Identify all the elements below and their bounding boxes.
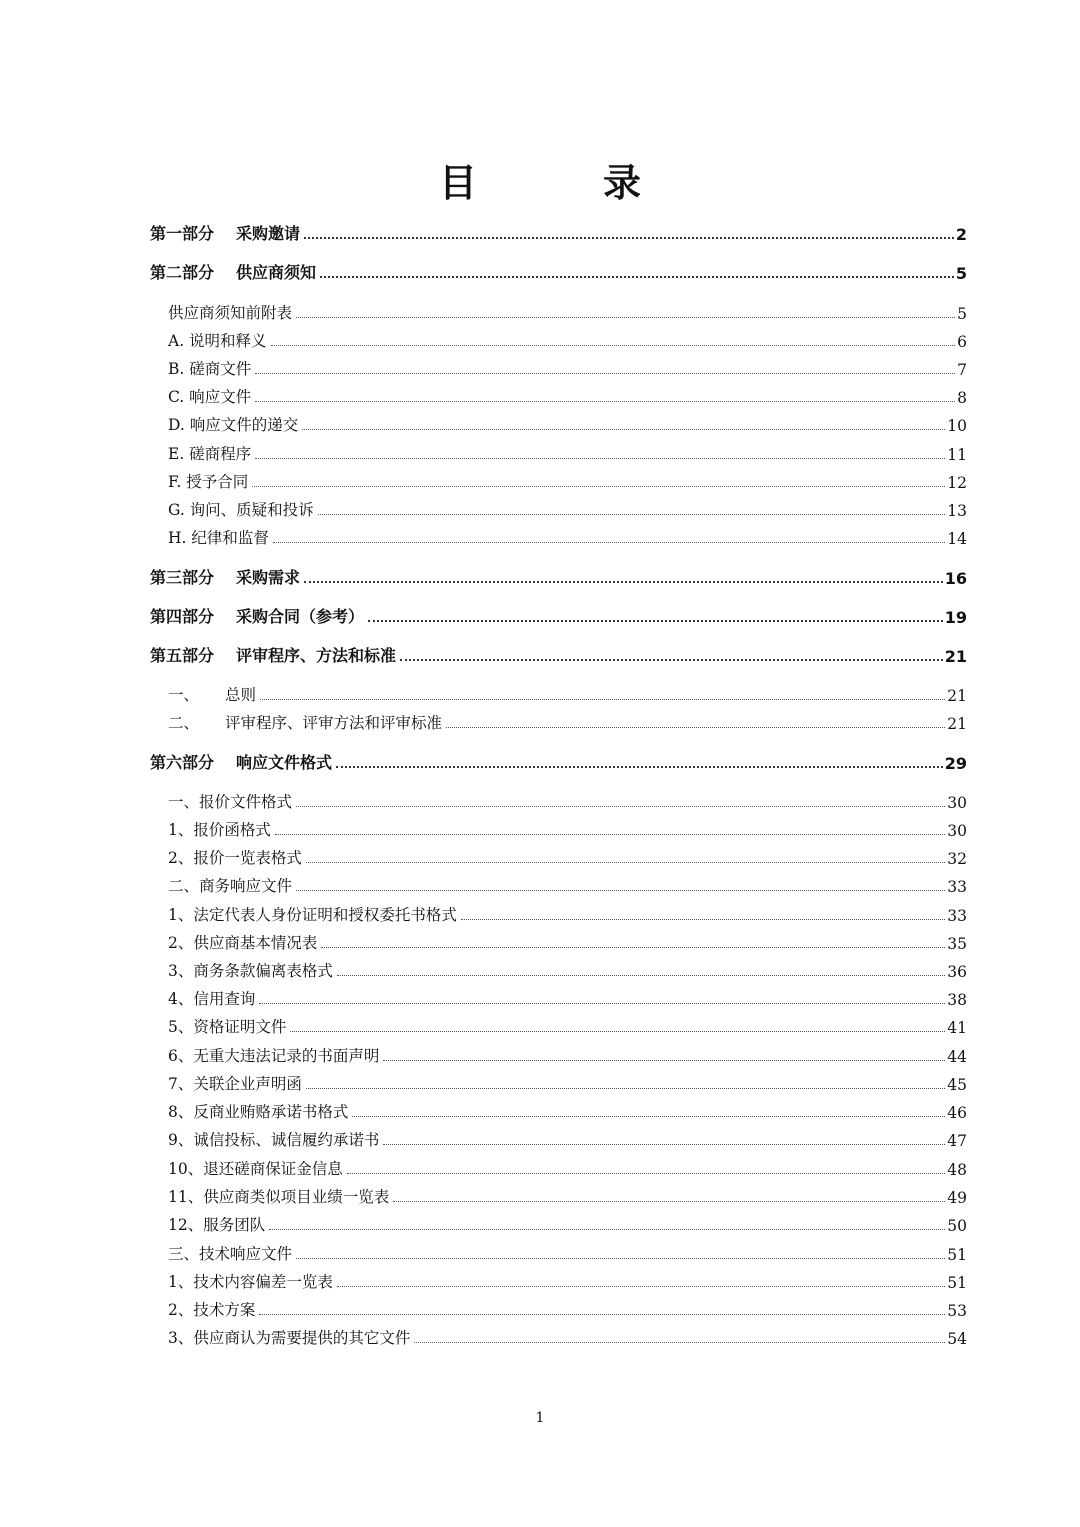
toc-entry-number: 第六部分 — [150, 753, 215, 772]
toc-page-number: 45 — [947, 1076, 967, 1094]
toc-section-entry[interactable] — [168, 1013, 967, 1037]
toc-section-entry[interactable] — [168, 1296, 967, 1320]
toc-page-number: 19 — [944, 608, 967, 627]
toc-page-number: 50 — [947, 1217, 967, 1235]
toc-section-entry[interactable] — [168, 1126, 967, 1150]
toc-section-entry[interactable] — [168, 929, 967, 953]
toc-entry-label: 2、供应商基本情况表 — [168, 934, 318, 952]
toc-entry-label: 二、商务响应文件 — [168, 877, 293, 895]
toc-leader-dots — [393, 1201, 945, 1202]
toc-page-number: 48 — [947, 1161, 967, 1179]
toc-entry-label: H. 纪律和监督 — [168, 529, 269, 547]
toc-leader-dots — [259, 1314, 945, 1315]
toc-page-number: 30 — [947, 794, 967, 812]
toc-page-number: 16 — [944, 569, 967, 588]
toc-leader-dots — [368, 620, 943, 622]
toc-leader-dots — [352, 1116, 945, 1117]
toc-page-number: 36 — [947, 963, 967, 981]
toc-section-entry[interactable] — [168, 440, 967, 464]
toc-leader-dots — [306, 862, 945, 863]
toc-entry-label: 5、资格证明文件 — [168, 1018, 287, 1036]
toc-page-number: 13 — [947, 502, 967, 520]
toc-page-number: 54 — [947, 1330, 967, 1348]
toc-entry-text: 响应文件格式 — [236, 753, 333, 772]
toc-page-number: 21 — [947, 715, 967, 733]
toc-entry-label — [150, 260, 318, 283]
toc-leader-dots — [383, 1144, 945, 1145]
toc-entry-label: 10、退还磋商保证金信息 — [168, 1160, 343, 1178]
toc-page-number: 21 — [944, 647, 967, 666]
toc-page-number: 12 — [947, 474, 967, 492]
toc-page-number: 29 — [944, 754, 967, 773]
toc-page-number: 46 — [947, 1104, 967, 1122]
toc-page-number: 51 — [947, 1246, 967, 1264]
toc-leader-dots — [273, 542, 945, 543]
toc-page-number: 33 — [947, 907, 967, 925]
toc-entry-number: 二、 — [168, 714, 200, 732]
toc-chapter-entry[interactable] — [150, 220, 967, 244]
toc-entry-label: G. 询问、质疑和投诉 — [168, 501, 314, 519]
toc-page-number: 5 — [955, 264, 967, 283]
toc-section-entry[interactable] — [168, 957, 967, 981]
toc-entry-label: E. 磋商程序 — [168, 445, 252, 463]
toc-leader-dots — [275, 834, 945, 835]
toc-page-number: 2 — [955, 225, 967, 244]
toc-leader-dots — [255, 401, 955, 402]
toc-section-entry[interactable] — [168, 411, 967, 435]
toc-section-entry[interactable] — [168, 985, 967, 1009]
toc-section-entry[interactable] — [168, 788, 967, 812]
toc-section-entry[interactable] — [168, 681, 967, 705]
toc-entry-text: 采购邀请 — [236, 224, 301, 243]
toc-leader-dots — [252, 486, 945, 487]
toc-section-entry[interactable] — [168, 1155, 967, 1179]
toc-entry-text: 评审程序、方法和标准 — [236, 646, 397, 665]
toc-page-number: 14 — [947, 530, 967, 548]
toc-entry-label: B. 磋商文件 — [168, 360, 252, 378]
toc-entry-label: 供应商须知前附表 — [168, 304, 293, 322]
toc-page-number: 49 — [947, 1189, 967, 1207]
toc-section-entry[interactable] — [168, 1098, 967, 1122]
toc-leader-dots — [290, 1031, 945, 1032]
toc-page-number: 11 — [947, 446, 967, 464]
toc-leader-dots — [255, 458, 945, 459]
toc-section-entry[interactable] — [168, 872, 967, 896]
toc-page-number: 35 — [947, 935, 967, 953]
toc-entry-label — [150, 604, 366, 627]
toc-section-entry[interactable] — [168, 1268, 967, 1292]
toc-entry-number: 第四部分 — [150, 607, 215, 626]
toc-title: 目 录 — [438, 161, 685, 205]
toc-leader-dots — [400, 659, 943, 661]
toc-leader-dots — [414, 1342, 945, 1343]
toc-entry-label — [150, 565, 302, 588]
toc-entry-label — [150, 643, 398, 666]
toc-leader-dots — [304, 237, 954, 239]
toc-section-entry[interactable] — [168, 816, 967, 840]
toc-leader-dots — [347, 1173, 946, 1174]
toc-entry-label: 3、供应商认为需要提供的其它文件 — [168, 1329, 411, 1347]
toc-entry-label — [168, 683, 258, 705]
toc-entry-label: 一、报价文件格式 — [168, 793, 293, 811]
toc-leader-dots — [302, 429, 945, 430]
toc-section-entry[interactable] — [168, 709, 967, 733]
toc-entry-label: 6、无重大违法记录的书面声明 — [168, 1047, 380, 1065]
toc-entry-label: 12、服务团队 — [168, 1216, 266, 1234]
toc-chapter-entry[interactable] — [150, 259, 967, 283]
toc-page-number: 30 — [947, 822, 967, 840]
toc-page-number: 8 — [957, 389, 967, 407]
toc-leader-dots — [337, 975, 945, 976]
toc-entry-text: 采购合同（参考） — [236, 607, 365, 626]
toc-section-entry[interactable] — [168, 1183, 967, 1207]
toc-leader-dots — [271, 345, 956, 346]
toc-leader-dots — [296, 806, 945, 807]
toc-leader-dots — [259, 1003, 945, 1004]
toc-page-number: 32 — [947, 850, 967, 868]
toc-entry-label: 2、报价一览表格式 — [168, 849, 302, 867]
toc-entry-label: 1、法定代表人身份证明和授权委托书格式 — [168, 906, 457, 924]
toc-entry-label — [150, 750, 334, 773]
toc-entry-label: 2、技术方案 — [168, 1301, 256, 1319]
page-number: 1 — [535, 1410, 545, 1426]
toc-leader-dots — [304, 581, 943, 583]
toc-section-entry[interactable] — [168, 844, 967, 868]
toc-chapter-entry[interactable] — [150, 603, 967, 627]
toc-entry-number: 第二部分 — [150, 263, 215, 282]
toc-section-entry[interactable] — [168, 496, 967, 520]
toc-page-number: 41 — [947, 1019, 967, 1037]
toc-entry-label: D. 响应文件的递交 — [168, 416, 299, 434]
toc-entry-text: 评审程序、评审方法和评审标准 — [225, 714, 443, 732]
toc-page-number: 21 — [947, 687, 967, 705]
toc-leader-dots — [296, 317, 955, 318]
toc-leader-dots — [446, 727, 945, 728]
toc-page-number: 44 — [947, 1048, 967, 1066]
toc-page-number: 5 — [957, 305, 967, 323]
toc-entry-label: C. 响应文件 — [168, 388, 252, 406]
toc-entry-label: 8、反商业贿赂承诺书格式 — [168, 1103, 349, 1121]
toc-entry-label: F. 授予合同 — [168, 473, 249, 491]
toc-entry-label: 4、信用查询 — [168, 990, 256, 1008]
toc-entry-label: 三、技术响应文件 — [168, 1245, 293, 1263]
toc-leader-dots — [321, 947, 945, 948]
toc-section-entry[interactable] — [168, 327, 967, 351]
toc-entry-label: 1、技术内容偏差一览表 — [168, 1273, 333, 1291]
toc-leader-dots — [296, 1258, 945, 1259]
toc-page-number: 51 — [947, 1274, 967, 1292]
toc-entry-label: 7、关联企业声明函 — [168, 1075, 302, 1093]
toc-section-entry[interactable] — [168, 524, 967, 548]
toc-entry-text: 总则 — [225, 686, 257, 704]
toc-page-number: 10 — [947, 417, 967, 435]
toc-entry-number: 第五部分 — [150, 646, 215, 665]
toc-section-entry[interactable] — [168, 383, 967, 407]
toc-leader-dots — [269, 1229, 945, 1230]
toc-entry-label — [150, 221, 302, 244]
toc-section-entry[interactable] — [168, 355, 967, 379]
toc-page-number: 7 — [957, 361, 967, 379]
toc-section-entry[interactable] — [168, 901, 967, 925]
toc-leader-dots — [337, 1286, 945, 1287]
toc-page-number: 6 — [957, 333, 967, 351]
toc-leader-dots — [461, 919, 945, 920]
toc-section-entry[interactable] — [168, 1042, 967, 1066]
toc-entry-number: 第三部分 — [150, 568, 215, 587]
toc-entry-label: 11、供应商类似项目业绩一览表 — [168, 1188, 390, 1206]
toc-entry-label — [168, 711, 444, 733]
toc-entry-number: 一、 — [168, 686, 200, 704]
toc-leader-dots — [306, 1088, 945, 1089]
toc-page-number: 47 — [947, 1132, 967, 1150]
toc-section-entry[interactable] — [168, 299, 967, 323]
toc-chapter-entry[interactable] — [150, 564, 967, 588]
toc-section-entry[interactable] — [168, 468, 967, 492]
toc-section-entry[interactable] — [168, 1070, 967, 1094]
toc-page-number: 33 — [947, 878, 967, 896]
toc-entry-label: 1、报价函格式 — [168, 821, 271, 839]
toc-leader-dots — [260, 699, 945, 700]
toc-entry-text: 供应商须知 — [236, 263, 317, 282]
toc-leader-dots — [318, 514, 946, 515]
toc-section-entry[interactable] — [168, 1240, 967, 1264]
toc-leader-dots — [320, 276, 954, 278]
toc-entry-label: 3、商务条款偏离表格式 — [168, 962, 333, 980]
toc-section-entry[interactable] — [168, 1211, 967, 1235]
toc-chapter-entry[interactable] — [150, 642, 967, 666]
toc-chapter-entry[interactable] — [150, 749, 967, 773]
toc-section-entry[interactable] — [168, 1324, 967, 1348]
toc-leader-dots — [383, 1060, 945, 1061]
toc-entry-label: A. 说明和释义 — [168, 332, 267, 350]
toc-leader-dots — [255, 373, 955, 374]
toc-page-number: 38 — [947, 991, 967, 1009]
toc-page-number: 53 — [947, 1302, 967, 1320]
toc-entry-label: 9、诚信投标、诚信履约承诺书 — [168, 1131, 380, 1149]
toc-entry-text: 采购需求 — [236, 568, 301, 587]
toc-leader-dots — [296, 890, 945, 891]
toc-leader-dots — [336, 766, 943, 768]
toc-entry-number: 第一部分 — [150, 224, 215, 243]
